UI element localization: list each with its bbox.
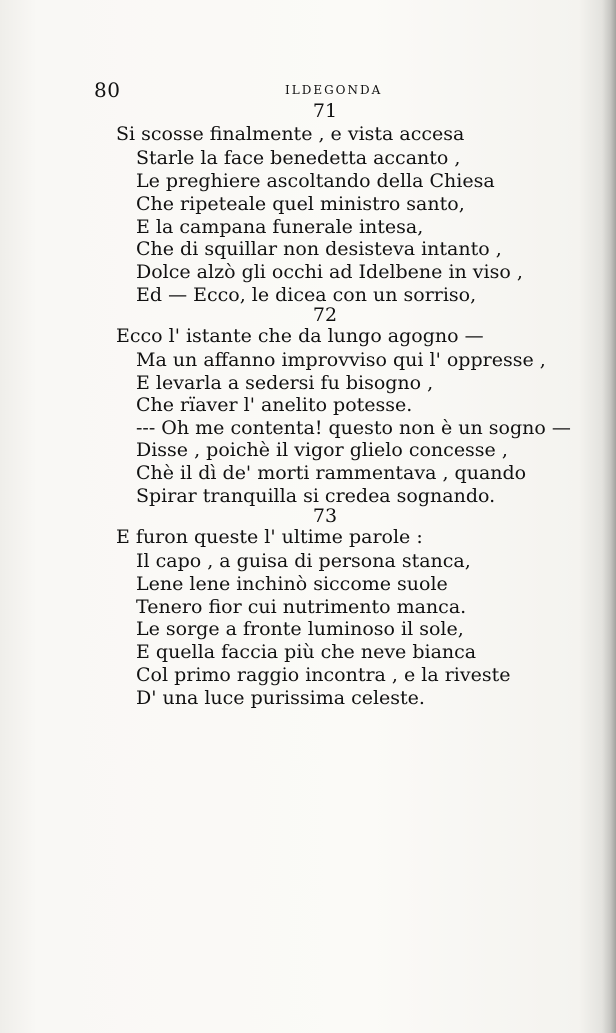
verse-line: Disse , poichè il vigor glielo concesse , (136, 439, 508, 461)
stanza-number: 71 (312, 100, 338, 122)
verse-line: Ma un affanno improvviso qui l' oppresse , (136, 349, 546, 371)
verse-line: Che di squillar non desisteva intanto , (136, 238, 502, 260)
verse-line: Lene lene inchinò siccome suole (136, 573, 448, 595)
verse-line: Chè il dì de' morti rammentava , quando (136, 462, 527, 484)
verse-line: Che rïaver l' anelito potesse. (136, 394, 413, 416)
verse-line: Il capo , a guisa di persona stanca, (136, 550, 471, 572)
verse-line: Starle la face benedetta accanto , (136, 147, 461, 169)
verse-line: Spirar tranquilla si credea sognando. (136, 485, 496, 507)
stanza-number: 73 (312, 505, 338, 527)
verse-line: Ecco l' istante che da lungo agogno — (116, 325, 484, 347)
verse-line: D' una luce purissima celeste. (136, 687, 425, 709)
verse-line: Le preghiere ascoltando della Chiesa (136, 170, 495, 192)
verse-line: Tenero fior cui nutrimento manca. (136, 596, 467, 618)
verse-line: E levarla a sedersi fu bisogno , (136, 372, 434, 394)
verse-line: Si scosse finalmente , e vista accesa (116, 123, 465, 145)
stanza-number: 72 (312, 304, 338, 326)
verse-line: E quella faccia più che neve bianca (136, 641, 477, 663)
verse-line: Ed — Ecco, le dicea con un sorriso, (136, 284, 477, 306)
verse-line: E furon queste l' ultime parole : (116, 526, 423, 548)
verse-line: E la campana funerale intesa, (136, 216, 424, 238)
verse-line: Che ripeteale quel ministro santo, (136, 193, 465, 215)
verse-line: Col primo raggio incontra , e la riveste (136, 664, 511, 686)
verse-line: --- Oh me contenta! questo non è un sogno — (136, 417, 571, 439)
verse-line: Dolce alzò gli occhi ad Idelbene in viso , (136, 261, 523, 283)
page-number: 80 (94, 78, 121, 102)
verse-line: Le sorge a fronte luminoso il sole, (136, 618, 464, 640)
running-title: ILDEGONDA (285, 83, 383, 97)
